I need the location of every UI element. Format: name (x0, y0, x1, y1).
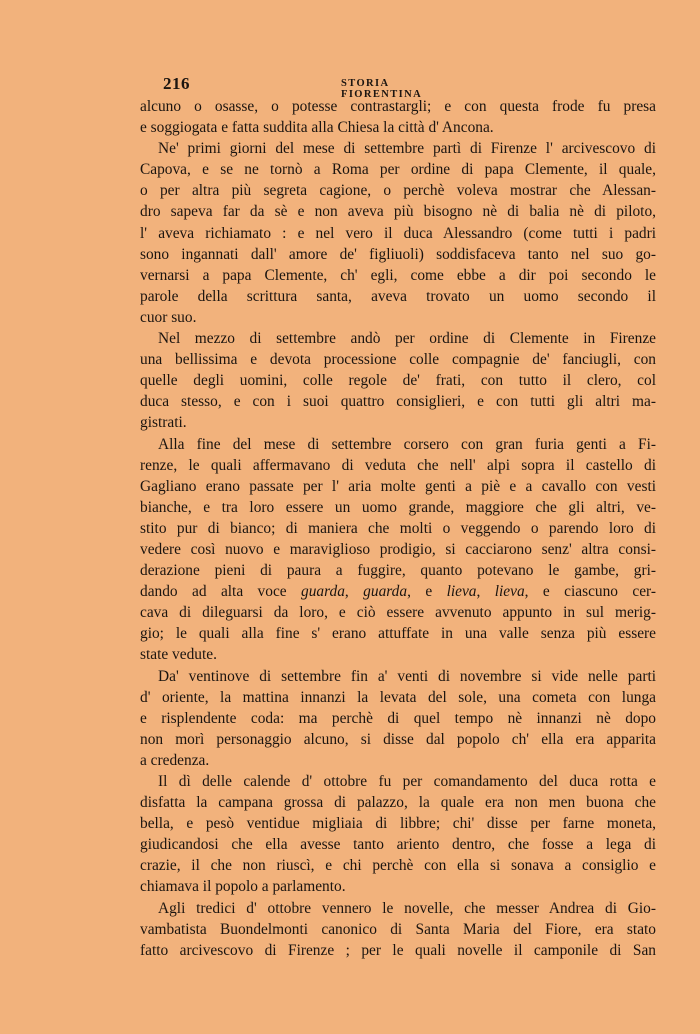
text-line: renze, le quali affermavano di veduta che nell' alpi sopra il castello di (140, 456, 656, 474)
text-line: Nel mezzo di settembre andò per ordine di Clemente in Firenze (158, 330, 656, 348)
text-line: disfatta la campana grossa di palazzo, la quale era non men buona che (140, 794, 656, 812)
text-line: fatto arcivescovo di Firenze ; per le quali novelle il camponile di San (140, 941, 656, 959)
text-line: bianche, e tra loro essere un uomo grande, maggiore che gli altri, ve- (140, 498, 656, 516)
text-line: gistrati. (140, 414, 187, 432)
text-line: vedere così nuovo e maraviglioso prodigio, si cacciarono senz' altra consi- (140, 540, 656, 558)
text-line: Ne' primi giorni del mese di settembre partì di Firenze l' arcivescovo di (158, 140, 656, 158)
text-line: alcuno o osasse, o potesse contrastargli; e con questa frode fu presa (140, 98, 656, 115)
text-line: crazie, il che non riuscì, e chi perchè con ella si sonava a consiglio e (140, 857, 656, 875)
text-line: giudicandosi che ella avesse tanto ariento dentro, che fosse a lega di (140, 836, 656, 854)
text-line: parole della scrittura santa, aveva trovato un uomo secondo il (140, 287, 656, 305)
text-line: a credenza. (140, 751, 210, 769)
text-line: Il dì delle calende d' ottobre fu per comandamento del duca rotta e (158, 773, 656, 790)
running-head (163, 74, 473, 100)
text-line: cuor suo. (140, 308, 197, 326)
text-line: chiamava il popolo a parlamento. (140, 878, 346, 896)
text-line: vambatista Buondelmonti canonico di Santa Maria del Fiore, era stato (140, 920, 656, 938)
text-line: e risplendente coda: ma perchè di quel tempo nè innanzi nè dopo (140, 709, 656, 727)
body-text (140, 96, 656, 961)
text-line: Gagliano erano passate per l' aria molte genti a piè e a cavallo con vesti (140, 477, 656, 495)
text-line: e soggiogata e fatta suddita alla Chiesa la città d' Ancona. (140, 119, 494, 137)
text-line: vernarsi a papa Clemente, ch' egli, come ebbe a dir poi secondo le (140, 266, 656, 284)
text-line: sono ingannati dall' amore de' figliuoli) soddisfaceva tanto nel suo go- (140, 245, 656, 263)
text-line: Capova, e se ne tornò a Roma per ordine di papa Clemente, il quale, (140, 161, 656, 179)
text-line: Alla fine del mese di settembre corsero con gran furia genti a Fi- (158, 435, 656, 453)
text-line: quelle degli uomini, colle regole de' frati, con tutto il clero, col (140, 372, 656, 390)
text-line: Agli tredici d' ottobre vennero le novelle, che messer Andrea di Gio- (158, 899, 656, 917)
text-line: o per altra più segreta cagione, o perchè voleva mostrar che Alessan- (140, 182, 656, 200)
text-line: d' oriente, la mattina innanzi la levata del sole, una cometa con lunga (140, 688, 656, 706)
text-line: duca stesso, e con i suoi quattro consiglieri, e con tutti gli altri ma- (140, 393, 656, 411)
text-line: Da' ventinove di settembre fin a' venti di novembre si vide nelle parti (158, 667, 656, 685)
text-line: l' aveva richiamato : e nel vero il duca Alessandro (come tutti i padri (140, 224, 656, 242)
text-line: gio; le quali alla fine s' erano attuffate in una valle senza più essere (140, 625, 656, 643)
text-line: non morì personaggio alcuno, si disse dal popolo ch' ella era apparita (140, 730, 656, 748)
text-line: dro sapeva far da sè e non aveva più bisogno nè di balia nè di piloto, (140, 203, 656, 221)
text-line: dando ad alta voce guarda, guarda, e lieva, lieva, e ciascuno cer- (140, 583, 656, 601)
text-line: bella, e pesò ventidue migliaia di libbre; chi' disse per farne moneta, (140, 815, 656, 833)
text-line: state vedute. (140, 646, 217, 664)
text-line: cava di dileguarsi da loro, e ciò essere avvenuto appunto in sul merig- (140, 604, 656, 622)
text-line: derazione pieni di paura a fuggire, quanto potevano le gambe, gri- (140, 562, 656, 580)
text-line: una bellissima e devota processione colle compagnie de' fanciugli, con (140, 351, 656, 369)
page-number: 216 (163, 74, 190, 93)
running-title: STORIA FIORENTINA (341, 78, 423, 100)
text-line: stito pur di bianco; di maniera che molti o veggendo o parendo loro di (140, 519, 656, 537)
